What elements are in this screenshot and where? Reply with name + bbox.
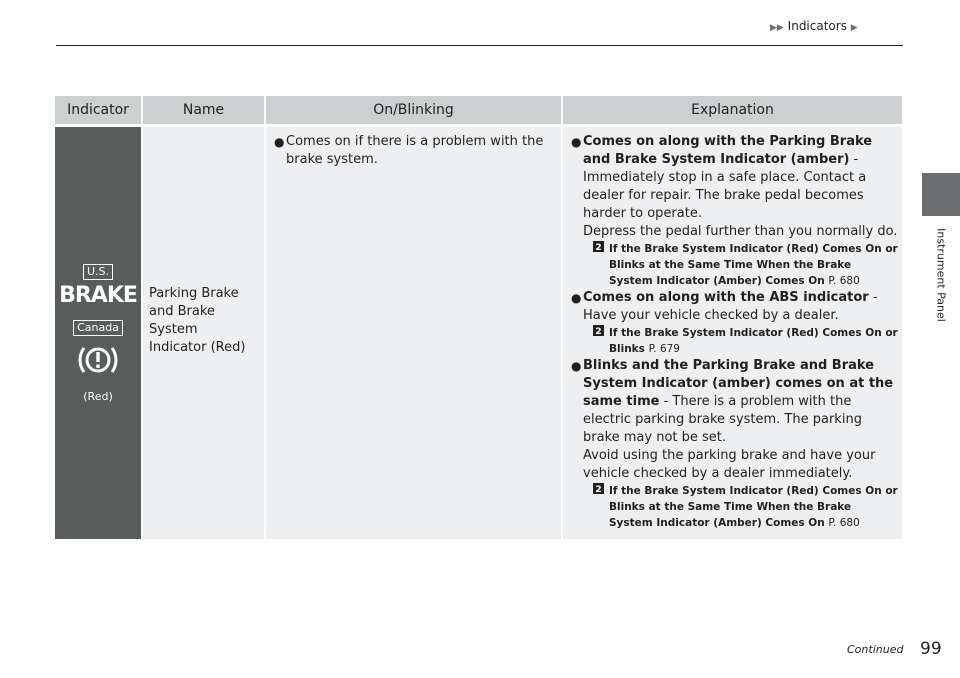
on-blinking-text: Comes on if there is a problem with the brake system. (286, 134, 544, 167)
explanation-item (571, 289, 898, 325)
reference-page: P. 679 (648, 343, 680, 355)
column-header: Explanation (562, 96, 902, 124)
svg-text:2: 2 (595, 243, 602, 252)
indicator-name: Parking Brake and Brake System Indicator (Red) (149, 286, 246, 355)
header-rule (56, 45, 903, 46)
explanation-heading: Blinks and the Parking Brake and Brake System Indicator (amber) comes on at the same time (583, 358, 894, 409)
page-reference-icon (593, 483, 609, 531)
breadcrumb-arrow-icon: ▶ (850, 23, 858, 33)
page-number: 99 (920, 639, 942, 659)
explanation-heading: Comes on along with the Parking Brake and Brake System Indicator (amber) (583, 134, 873, 167)
canada-badge: Canada (73, 320, 123, 336)
indicator-cell (55, 127, 142, 539)
column-header: Name (142, 96, 265, 124)
svg-text:2: 2 (595, 327, 602, 336)
explanation-text: - There is a problem with the electric parking brake system. The parking brake may not be set. (583, 394, 862, 445)
reference-page: P. 680 (828, 517, 860, 529)
page-reference-link[interactable] (571, 325, 898, 357)
table-row (55, 127, 902, 539)
explanation-item (571, 357, 898, 483)
bullet-icon: ● (571, 359, 582, 373)
bullet-icon: ● (571, 135, 582, 149)
explanation-heading: Comes on along with the ABS indicator (583, 290, 869, 305)
page-reference-icon (593, 241, 609, 289)
explanation-extra: Avoid using the parking brake and have your vehicle checked by a dealer immediately. (583, 448, 876, 481)
on-blinking-cell (265, 127, 562, 539)
reference-title: If the Brake System Indicator (Red) Comes On or Blinks at the Same Time When the Brake System Indicator (Amber) Comes On (609, 243, 898, 287)
section-tab (922, 173, 960, 216)
column-header: Indicator (55, 96, 142, 124)
breadcrumb-arrow-icon: ▶▶ (770, 23, 784, 33)
explanation-extra: Depress the pedal further than you normally do. (583, 224, 898, 239)
svg-text:2: 2 (595, 485, 602, 494)
page-reference-link[interactable] (571, 241, 898, 289)
column-header: On/Blinking (265, 96, 562, 124)
explanation-text: - Have your vehicle checked by a dealer. (583, 290, 878, 323)
us-badge: U.S. (83, 264, 113, 280)
section-label: Instrument Panel (934, 228, 948, 322)
reference-title: If the Brake System Indicator (Red) Comes On or Blinks at the Same Time When the Brake System Indicator (Amber) Comes On (609, 485, 898, 529)
table-header-row (55, 96, 902, 124)
breadcrumb-label: Indicators (787, 19, 847, 33)
explanation-text: - Immediately stop in a safe place. Contact a dealer for repair. The brake pedal becomes harder to operate. (583, 152, 867, 221)
page-reference-icon (593, 325, 609, 357)
reference-title: If the Brake System Indicator (Red) Comes On or Blinks (609, 327, 898, 355)
bullet-icon: ● (571, 291, 582, 305)
reference-page: P. 680 (828, 275, 860, 287)
indicator-table (55, 96, 902, 539)
bullet-icon: ● (274, 135, 285, 149)
page-reference-link[interactable] (571, 483, 898, 531)
continued-label: Continued (847, 643, 904, 656)
indicator-color-note: (Red) (83, 389, 113, 403)
exclamation-circle-icon (74, 340, 122, 380)
brake-indicator-icon: BRAKE (59, 282, 137, 308)
explanation-cell (562, 127, 902, 539)
explanation-item (571, 133, 898, 241)
name-cell (142, 127, 265, 539)
breadcrumb (770, 19, 858, 33)
